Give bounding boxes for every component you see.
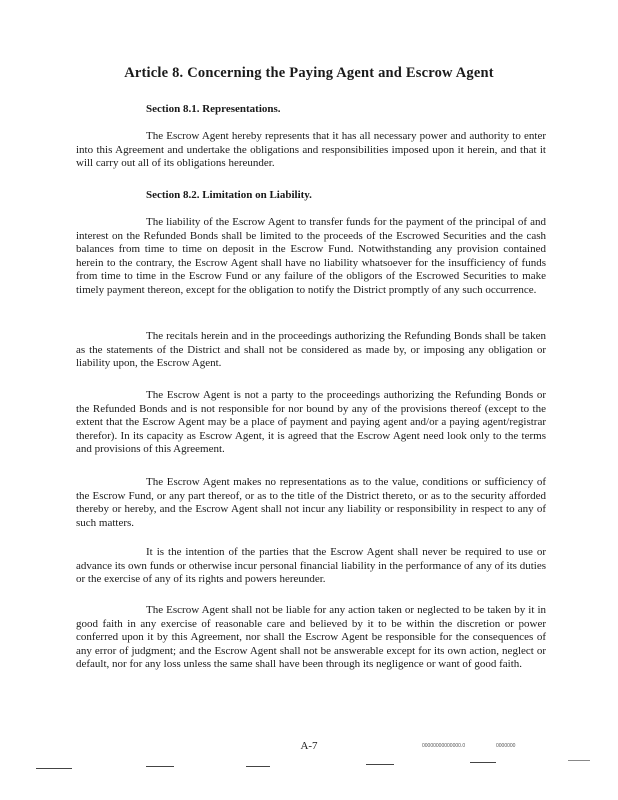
paragraph: The Escrow Agent makes no representations as to the value, conditions or sufficiency of the Escrow Fund, or any part thereof, or as to the title of the District thereto, or as to the security afforded thereby or hereby, and the Escrow Agent shall not incur any liability or responsibility in respect to any of such matters. [76, 476, 546, 529]
footer-rule [246, 766, 270, 767]
footer-rule [470, 762, 496, 763]
paragraph: The liability of the Escrow Agent to transfer funds for the payment of the principal of and interest on the Refunded Bonds shall be limited to the proceeds of the Escrowed Securities and the cash balances from time to time on deposit in the Escrow Fund. Notwithstanding any provision contained herein to the contrary, the Escrow Agent shall have no liability whatsoever for the insufficiency of funds from time to time in the Escrow Fund or any failure of the obligors of the Escrowed Securities to make timely payment thereon, except for the obligation to notify the District promptly of any such occurrence. [76, 216, 546, 296]
document-code: 0000000 [496, 743, 516, 749]
section-heading-8-1: Section 8.1. Representations. [146, 103, 281, 115]
paragraph: The Escrow Agent hereby represents that it has all necessary power and authority to enter into this Agreement and undertake the obligations and responsibilities imposed upon it herein, and that it will carry out all of its obligations hereunder. [76, 130, 546, 170]
paragraph: The Escrow Agent is not a party to the proceedings authorizing the Refunding Bonds or the Refunded Bonds and is not responsible for nor bound by any of the provisions thereof (except to the extent that the Escrow Agent may be a place of payment and paying agent and/or a paying agent/registrar therefor). In its capacity as Escrow Agent, it is agreed that the Escrow Agent need look only to the terms and provisions of this Agreement. [76, 389, 546, 456]
footer-rule [36, 768, 72, 769]
page-number: A-7 [300, 740, 318, 752]
paragraph: It is the intention of the parties that the Escrow Agent shall never be required to use or advance its own funds or otherwise incur personal financial liability in the performance of any of its duties or the exercise of any of its rights and powers hereunder. [76, 546, 546, 586]
footer-rule [568, 760, 590, 761]
paragraph: The Escrow Agent shall not be liable for any action taken or neglected to be taken by it in good faith in any exercise of reasonable care and believed by it to be within the discretion or power conferred upon it by this Agreement, nor shall the Escrow Agent be responsible for the consequences of any error of judgment; and the Escrow Agent shall not be answerable except for its own action, neglect or default, nor for any loss unless the same shall have been through its negligence or want of good faith. [76, 604, 546, 671]
document-code: 00000000000000.0 [422, 743, 466, 749]
paragraph: The recitals herein and in the proceedings authorizing the Refunding Bonds shall be taken as the statements of the District and shall not be considered as made by, or imposing any obligation or liability upon, the Escrow Agent. [76, 330, 546, 370]
footer-rule [366, 764, 394, 765]
article-title: Article 8. Concerning the Paying Agent and Escrow Agent [124, 65, 494, 81]
footer-rule [146, 766, 174, 767]
section-heading-8-2: Section 8.2. Limitation on Liability. [146, 189, 312, 201]
